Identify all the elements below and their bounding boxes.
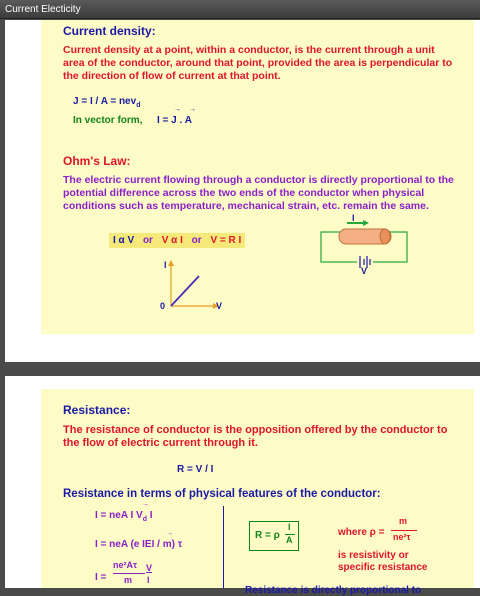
vector-form-formula: I = J . A [157,115,192,126]
relation-i-v: I α V [113,235,135,246]
current-density-definition: Current density at a point, within a conductor, is the current through a unit area of the conductor, around that point, provided the area is perpendicular to the direction of flow of current at that point. [63,44,453,82]
window-title: Current Electicity [0,0,480,19]
equation-3-den: m [124,575,133,585]
ohms-law-text: The electric current flowing through a conductor is directly proportional to the potential difference across the two ends of the conductor when physical conditions such as temperature, mechanical strain, etc. remain the same. [63,174,454,212]
where-fraction-bar [391,530,417,531]
column-divider [223,506,224,588]
equation-1 [95,510,153,523]
graph-y-arrow [168,260,174,266]
heading-resistance: Resistance: [63,403,131,417]
vector-arrow-icon: → [174,106,181,113]
graph-y-label: I [164,260,167,270]
resistivity-note: is resistivity or specific resistance [338,550,428,573]
equation-3-l: l [147,575,150,585]
where-num: m [399,516,408,526]
slide-panel [41,389,474,596]
resistance-formula: R = V / I [177,464,214,475]
where-den: ne²τ [393,532,411,542]
vector-arrow-icon: → [189,106,196,113]
vector-arrow-icon: → [166,530,173,537]
graph-origin-label: 0 [160,301,166,311]
relation-or: or [142,235,153,246]
equation-2: I = neA (e IEI / m) τ [95,539,183,550]
graph-iv-line [171,276,199,306]
resistance-subheading: Resistance in terms of physical features of the conductor: [63,488,381,500]
formula-text: J = I / A = nev [73,96,137,107]
rho-num: l [288,522,291,532]
heading-current-density: Current density: [63,24,156,38]
current-density-formula [73,96,140,109]
slide-resistance [5,376,480,596]
formula-sub: d [136,102,141,109]
resistivity-formula-box [249,521,299,551]
ohms-law-relations [109,233,245,248]
graph-x-label: V [216,301,223,311]
slide-panel [41,20,474,334]
where-rho: where ρ = [338,527,385,538]
vector-arrow-icon: → [142,501,149,508]
eq1-end: I [146,510,153,521]
current-arrow-head [363,220,369,226]
proportionality-note: Resistance is directly proportional to [245,585,422,596]
circuit-voltage-label: V [361,266,368,276]
relation-v-i: V α I [161,235,183,246]
rho-formula: R = ρ [255,530,280,541]
relation-v-ri: V = R I [210,235,242,246]
equation-3-lhs: I = [95,572,107,583]
relation-or: or [191,235,202,246]
circuit-current-label: I [352,213,355,223]
resistance-definition: The resistance of conductor is the opposition offered by the conductor to the flow of electric current through it. [63,424,448,449]
eq1-sub: d [142,516,147,523]
equation-3-fraction-bar [113,573,145,574]
equation-3-v: V [146,563,153,573]
rho-den: A [286,535,293,545]
iv-graph [157,258,237,313]
heading-ohms-law: Ohm's Law: [63,154,131,168]
equation-3-num: ne²Aτ [113,560,138,570]
conductor-end-icon [380,229,390,244]
vector-form-label: In vector form, [73,115,143,126]
eq1-text: I = neA I V [95,510,143,521]
slide-current-density [5,20,480,362]
battery-gap [357,258,373,266]
